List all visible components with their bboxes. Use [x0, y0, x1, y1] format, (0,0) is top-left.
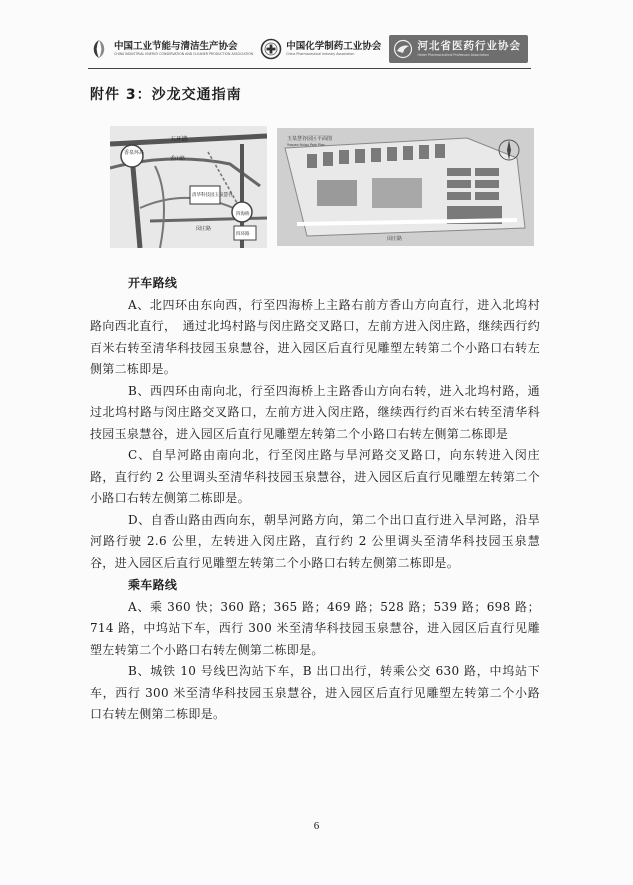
campus-map: [277, 128, 534, 246]
logo-name: 中国化学制药工业协会: [286, 40, 382, 52]
section-heading-transit: 乘车路线: [128, 578, 178, 592]
campus-map-road: 闵庄路: [387, 236, 403, 242]
page-number: 6: [313, 820, 320, 832]
label-tsinghua: 清华科技园玉泉慧谷: [192, 193, 233, 198]
paragraph: A、乘 360 快；360 路；365 路；469 路；528 路；539 路；698 路；714 路，中坞站下车，西行 300 米至清华科技园玉泉慧谷，进入园区后直行见雕塑左转第二个小路口右转左侧第二栋即是。: [90, 599, 540, 657]
paragraph: B、西四环由南向北，行至四海桥上主路香山方向右转，进入北坞村路，通过北坞村路与闵庄路交叉路口，左前方进入闵庄路，继续西行约百米右转至清华科技园玉泉慧谷，进入园区后直行见雕塑左转第二个小路口右转左侧第二栋即是: [90, 383, 540, 441]
route-map: [110, 126, 267, 248]
label-xiangquan: 香泉环岛: [124, 150, 145, 156]
attachment-title: 附件 3：沙龙交通指南: [90, 87, 242, 103]
logo-name: 河北省医药行业协会: [417, 40, 521, 53]
label-sihai: 四海桥: [236, 212, 250, 217]
logo-hppa: [389, 35, 529, 63]
logo-name: 中国工业节能与清洁生产协会: [114, 40, 238, 52]
paragraph: B、城铁 10 号线巴沟站下车，B 出口出行，转乘公交 630 路，中坞站下车，西行 300 米至清华科技园玉泉慧谷，进入园区后直行见雕塑左转第二个小路口右转左侧第二栋即是。: [90, 664, 540, 721]
label-ring4: 四环路: [236, 232, 250, 237]
section-heading-driving: 开车路线: [128, 276, 178, 290]
medical-seal-icon: [260, 38, 282, 60]
logo-cpia: [260, 35, 381, 63]
header-logos: [88, 34, 528, 64]
label-ring5: 五环路: [170, 136, 189, 143]
header-divider: [88, 68, 531, 69]
campus-map-title: 玉泉慧谷园区平面图: [287, 136, 333, 142]
paragraph: A、北四环由东向西，行至四海桥上主路右前方香山方向直行，进入北坞村路向西北直行， 通过北坞村路与闵庄路交叉路口，左前方进入闵庄路，继续西行约百米右转至清华科技园玉泉慧谷，进入园区后直行见雕塑左转第二个小路口右转左侧第二栋即是。: [90, 297, 540, 376]
bird-emblem-icon: [392, 38, 414, 60]
document-body: [90, 273, 540, 726]
logo-subtitle: Hebei Pharmaceutical Profession Association: [417, 52, 489, 57]
logo-cieccpa: [88, 35, 253, 63]
paragraph: D、自香山路由西向东，朝旱河路方向，第二个出口直行进入旱河路，沿旱河路行驶 2.6 公里，左转进入闵庄路，直行约 2 公里调头至清华科技园玉泉慧谷，进入园区后直行见雕塑左转第二个小路口右转左侧第二栋即是。: [90, 512, 540, 570]
logo-subtitle: CHINA INDUSTRIAL ENERGY CONSERVATION AND CLEANER PRODUCTION ASSOCIATION: [114, 52, 254, 57]
campus-map-subtitle: Yuquan Huigu Park Plan: [287, 143, 325, 147]
figures: [110, 126, 534, 248]
leaf-swirl-icon: [88, 38, 110, 60]
label-minzhuang: 闵庄路: [196, 226, 212, 232]
paragraph: C、自旱河路由南向北，行至闵庄路与旱河路交叉路口，向东转进入闵庄路，直行约 2 公里调头至清华科技园玉泉慧谷，进入园区后直行见雕塑左转第二个小路口右转左侧第二栋即是。: [90, 448, 540, 505]
label-xiangshan: 香山路: [170, 156, 186, 162]
logo-subtitle: China Pharmaceutical Industry Association: [286, 52, 355, 57]
